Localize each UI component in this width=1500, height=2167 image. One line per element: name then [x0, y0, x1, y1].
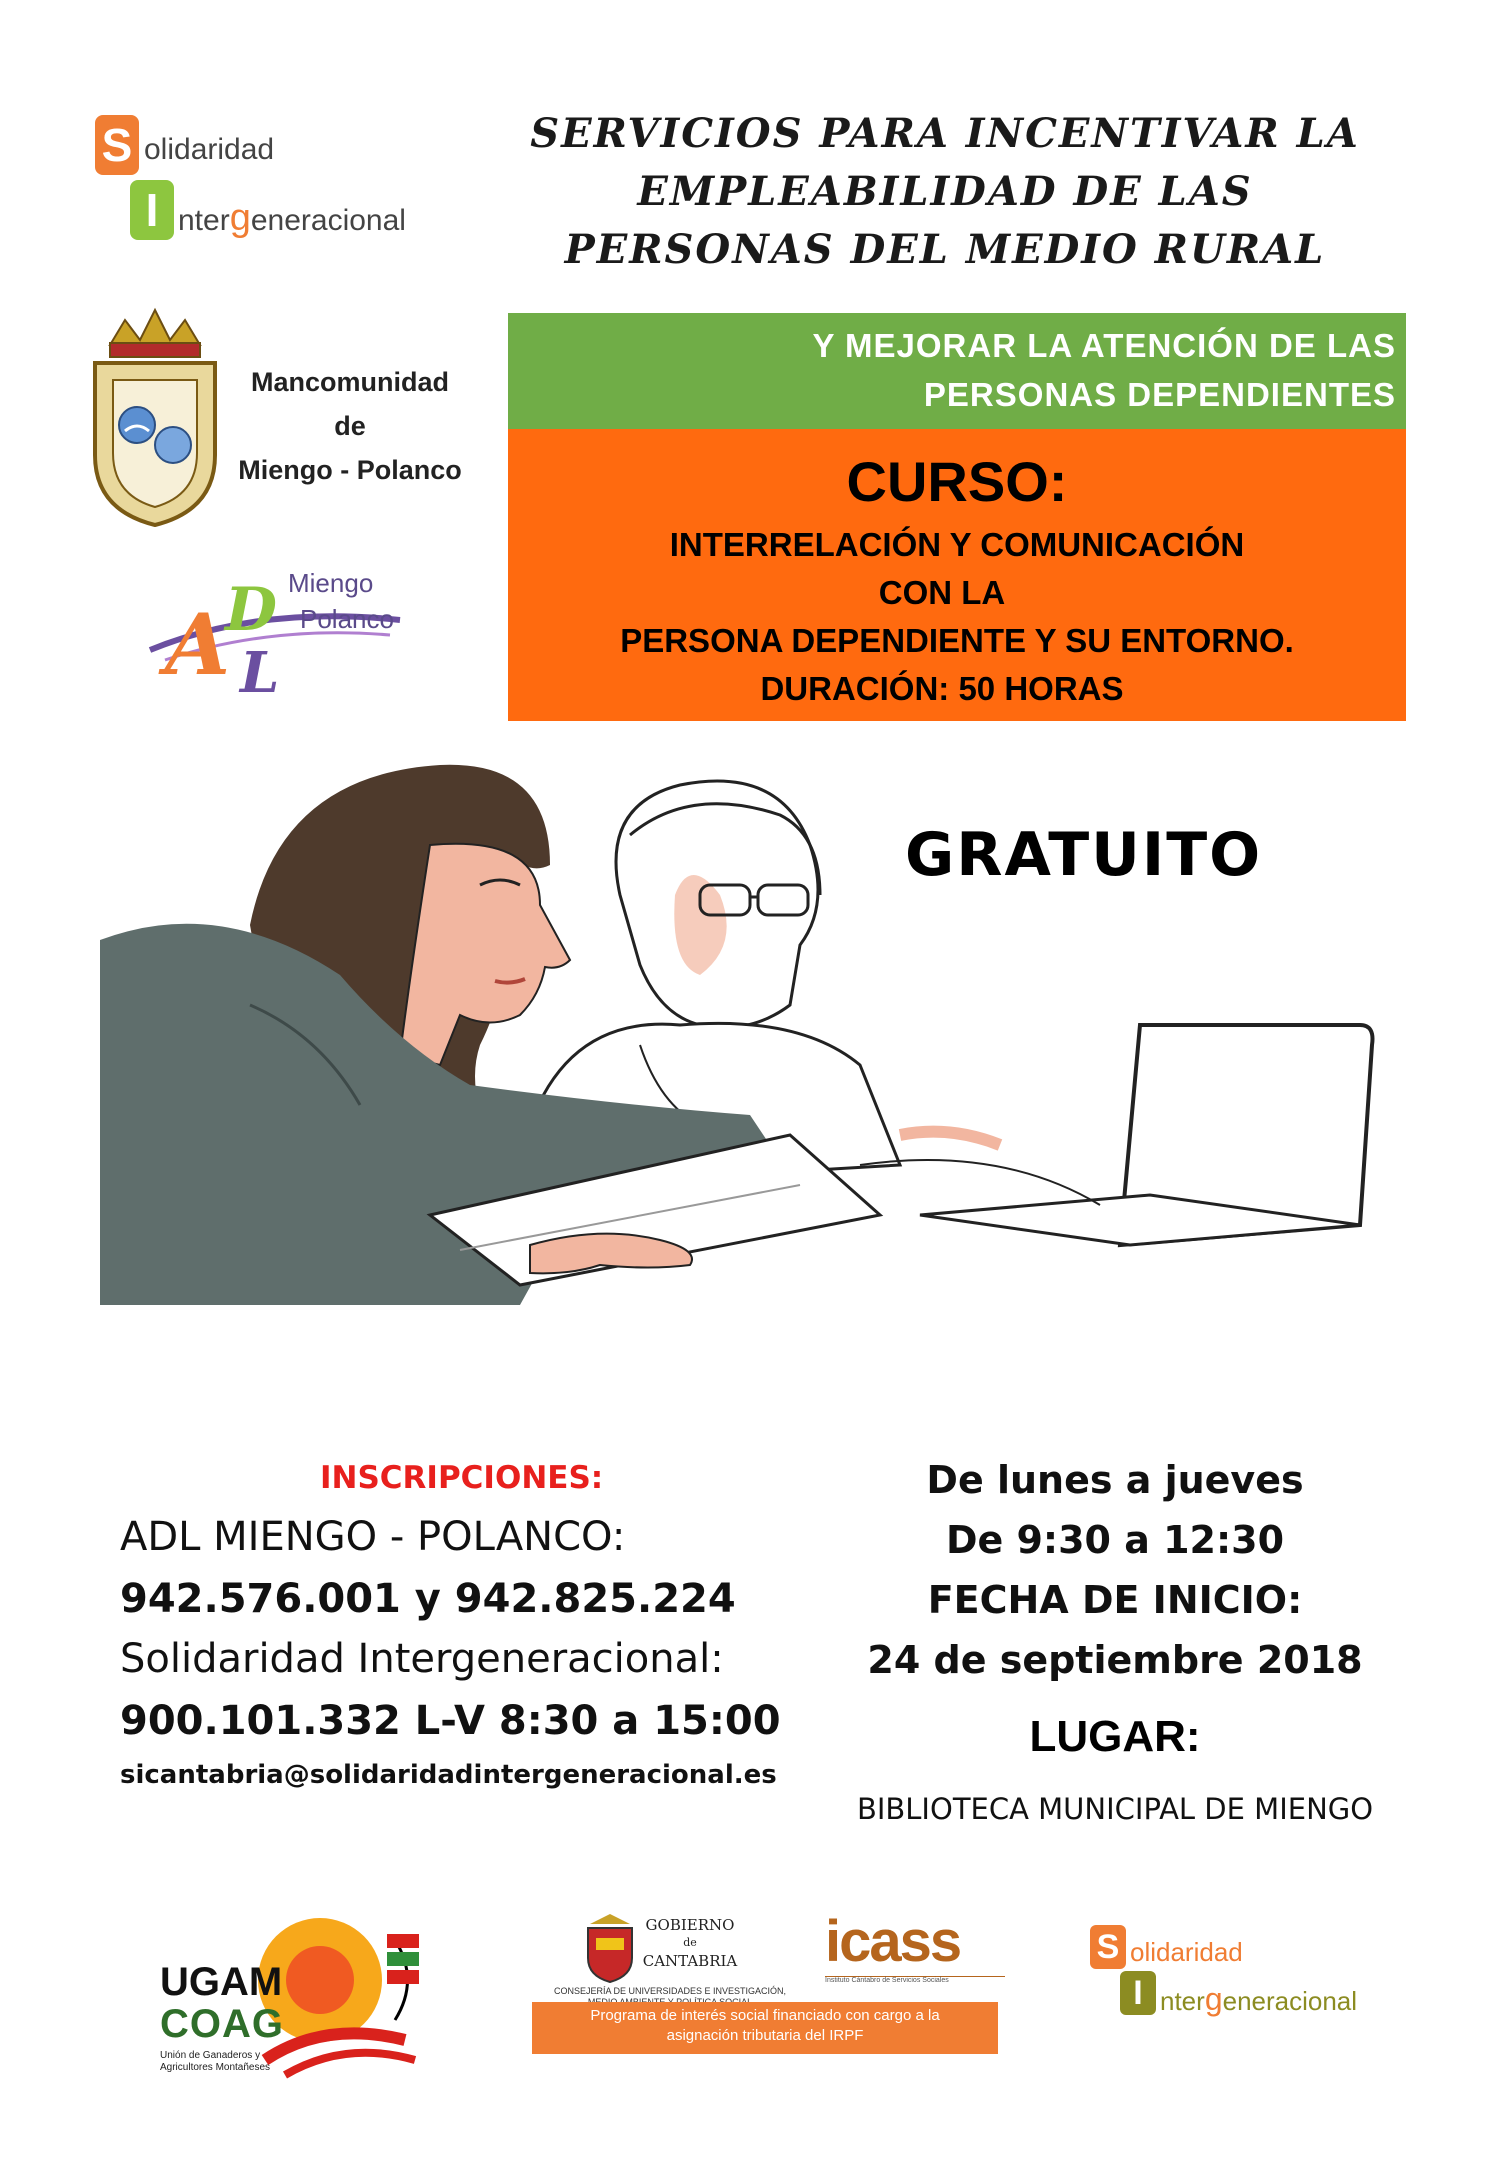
adl-contact-label: ADL MIENGO - POLANCO:	[120, 1514, 626, 1560]
icass-text: icass	[825, 1909, 961, 1974]
footer-solidaridad-word: olidaridad	[1130, 1937, 1243, 1967]
schedule-hours: De 9:30 a 12:30	[945, 1518, 1285, 1562]
coag-text: COAG	[160, 2002, 284, 2046]
schedule-days: De lunes a jueves	[926, 1458, 1304, 1502]
gratuito-label: GRATUITO	[905, 820, 1263, 890]
logo-solidaridad-word: olidaridad	[144, 133, 275, 166]
contact-email[interactable]: sicantabria@solidaridadintergeneracional.es	[120, 1760, 777, 1790]
start-date: 24 de septiembre 2018	[867, 1638, 1363, 1682]
mancomunidad-line-3: Miengo - Polanco	[238, 455, 462, 485]
cantabria-shield-icon	[580, 1914, 640, 1984]
course-line-1: INTERRELACIÓN Y COMUNICACIÓN	[669, 526, 1245, 563]
coat-of-arms-icon	[75, 305, 235, 535]
adl-letter-d: D	[225, 575, 278, 645]
title-line-3: PERSONAS DEL MEDIO RURAL	[564, 226, 1326, 273]
mancomunidad-line-2: de	[334, 411, 366, 441]
adl-polanco: Polanco	[300, 604, 394, 634]
course-duration: DURACIÓN: 50 HORAS	[760, 670, 1124, 707]
icass-logo	[825, 1909, 1005, 2002]
title-line-2: EMPLEABILIDAD DE LAS	[637, 168, 1253, 215]
footer-intergeneracional-word: ntergeneracional	[1160, 1981, 1358, 2017]
footer-logo-s-square: S	[1090, 1925, 1126, 1969]
green-banner	[508, 313, 1406, 429]
orange-banner	[508, 429, 1406, 721]
ugam-subtitle: Unión de Ganaderos y Agricultores Montañeses	[160, 2050, 271, 2073]
logo-intergeneracional-word: ntergeneracional	[178, 197, 406, 239]
course-line-3: PERSONA DEPENDIENTE Y SU ENTORNO.	[620, 622, 1294, 659]
flag-icon	[383, 1930, 423, 1990]
green-banner-line-2: PERSONAS DEPENDIENTES	[923, 376, 1396, 413]
place-label: LUGAR:	[1029, 1712, 1201, 1761]
consejeria-text: CONSEJERÍA DE UNIVERSIDADES E INVESTIGACIÓN,	[553, 1986, 787, 1996]
page-title	[510, 105, 1380, 279]
solidaridad-contact-label: Solidaridad Intergeneracional:	[120, 1636, 724, 1682]
adl-logo	[140, 555, 420, 715]
curso-heading: CURSO:	[846, 450, 1068, 513]
green-banner-line-1: Y MEJORAR LA ATENCIÓN DE LAS	[812, 327, 1396, 364]
start-date-label: FECHA DE INICIO:	[927, 1578, 1303, 1622]
green-banner-text	[812, 321, 1396, 419]
adl-letter-l: L	[240, 640, 280, 706]
mancomunidad-logo	[55, 280, 475, 550]
solidaridad-logo-footer	[1090, 1925, 1450, 2025]
icass-subtitle: Instituto Cántabro de Servicios Sociales	[825, 1976, 1005, 1984]
adl-text	[288, 565, 394, 637]
title-line-1: SERVICIOS PARA INCENTIVAR LA	[530, 110, 1360, 157]
adl-miengo: Miengo	[288, 568, 374, 598]
adl-letter-a: A	[165, 595, 231, 694]
logo-s-square: S	[95, 115, 139, 175]
mancomunidad-text	[230, 360, 470, 492]
solidaridad-logo	[90, 115, 490, 255]
irpf-program-band: Programa de interés social financiado con cargo a la asignación tributaria del IRPF	[532, 2002, 998, 2054]
schedule-block	[850, 1450, 1380, 1690]
adl-phone-numbers[interactable]: 942.576.001 y 942.825.224	[120, 1576, 736, 1622]
gobierno-text: GOBIERNO de CANTABRIA	[642, 1916, 738, 1970]
logo-i-square: I	[130, 180, 174, 240]
place-value: BIBLIOTECA MUNICIPAL DE MIENGO	[856, 1792, 1374, 1826]
course-title	[508, 521, 1406, 713]
mancomunidad-line-1: Mancomunidad	[250, 367, 449, 397]
ugam-text: UGAM	[160, 1960, 283, 2004]
course-line-2: CON LA	[878, 574, 1006, 611]
solidaridad-phone[interactable]: 900.101.332 L-V 8:30 a 15:00	[120, 1698, 781, 1744]
inscripciones-heading: INSCRIPCIONES:	[320, 1460, 604, 1496]
footer-logo-i-square: I	[1120, 1971, 1156, 2015]
